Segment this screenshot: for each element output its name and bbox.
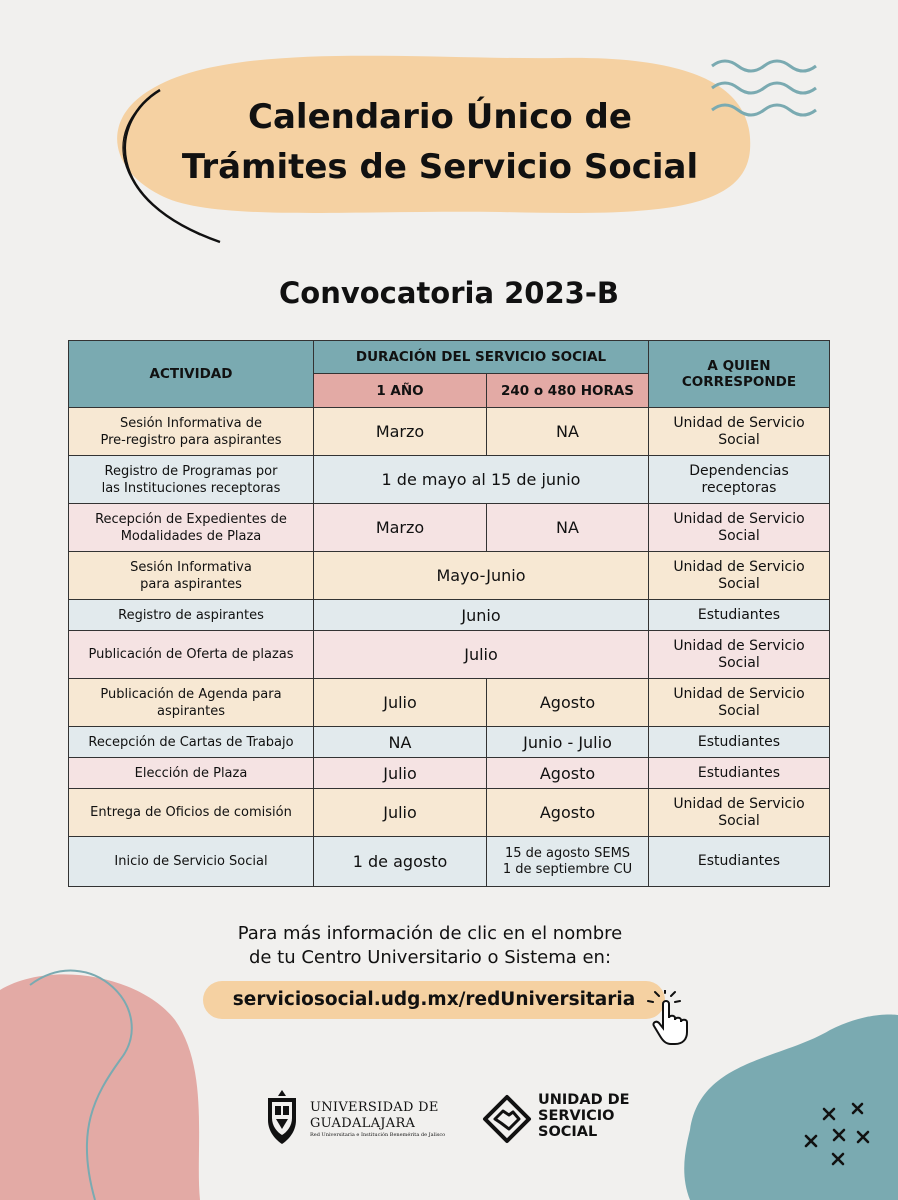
cell-quien: Estudiantes xyxy=(649,600,830,631)
cell-actividad: Registro de Programas por las Instituciones receptoras xyxy=(69,456,314,504)
cell-quien: Dependencias receptoras xyxy=(649,456,830,504)
cell-horas: Junio - Julio xyxy=(487,727,649,758)
cell-horas: Agosto xyxy=(487,758,649,789)
info-text xyxy=(0,922,860,970)
table-row xyxy=(69,837,830,887)
cell-quien: Estudiantes xyxy=(649,727,830,758)
table-row xyxy=(69,456,830,504)
info-line1: Para más información de clic en el nombre xyxy=(237,923,623,944)
cell-quien: Unidad de Servicio Social xyxy=(649,552,830,600)
table-row xyxy=(69,408,830,456)
cell-1-anio: Marzo xyxy=(314,504,487,552)
cell-quien: Estudiantes xyxy=(649,837,830,887)
table-row xyxy=(69,758,830,789)
cell-actividad: Recepción de Cartas de Trabajo xyxy=(69,727,314,758)
cell-actividad: Sesión Informativa para aspirantes xyxy=(69,552,314,600)
header-duracion: DURACIÓN DEL SERVICIO SOCIAL xyxy=(314,341,649,374)
cell-actividad: Inicio de Servicio Social xyxy=(69,837,314,887)
cell-1-anio: NA xyxy=(314,727,487,758)
cell-quien: Unidad de Servicio Social xyxy=(649,408,830,456)
udg-logo xyxy=(262,1088,446,1148)
page-title xyxy=(150,92,730,192)
cell-1-anio: Marzo xyxy=(314,408,487,456)
teal-blob xyxy=(684,1014,898,1200)
header-1-anio: 1 AÑO xyxy=(314,374,487,408)
cell-quien: Estudiantes xyxy=(649,758,830,789)
udg-shield-icon xyxy=(262,1088,302,1146)
page-subtitle: Convocatoria 2023-B xyxy=(279,276,619,310)
cell-horas: NA xyxy=(487,504,649,552)
uss-logo xyxy=(480,1090,650,1146)
cell-quien: Unidad de Servicio Social xyxy=(649,679,830,727)
cell-actividad: Recepción de Expedientes de Modalidades de Plaza xyxy=(69,504,314,552)
uss-name: UNIDAD DE SERVICIO SOCIAL xyxy=(538,1092,630,1140)
cell-horas: 15 de agosto SEMS 1 de septiembre CU xyxy=(487,837,649,887)
header-actividad: ACTIVIDAD xyxy=(69,341,314,408)
cell-actividad: Sesión Informativa de Pre-registro para aspirantes xyxy=(69,408,314,456)
hand-pointer-icon xyxy=(645,990,697,1046)
udg-subtitle: Red Universitaria e Institución Benemérita de Jalisco xyxy=(310,1132,446,1138)
cell-horas: NA xyxy=(487,408,649,456)
cell-quien: Unidad de Servicio Social xyxy=(649,504,830,552)
cell-quien: Unidad de Servicio Social xyxy=(649,631,830,679)
header-horas: 240 o 480 HORAS xyxy=(487,374,649,408)
cell-actividad: Entrega de Oficios de comisión xyxy=(69,789,314,837)
cell-duracion: 1 de mayo al 15 de junio xyxy=(314,456,649,504)
cell-duracion: Julio xyxy=(314,631,649,679)
table-row xyxy=(69,789,830,837)
table-row xyxy=(69,679,830,727)
cell-1-anio: Julio xyxy=(314,758,487,789)
table-row xyxy=(69,600,830,631)
table-row xyxy=(69,552,830,600)
table-row xyxy=(69,631,830,679)
cell-duracion: Junio xyxy=(314,600,649,631)
udg-name: UNIVERSIDAD DE GUADALAJARA xyxy=(310,1100,439,1131)
cell-1-anio: Julio xyxy=(314,679,487,727)
cell-1-anio: 1 de agosto xyxy=(314,837,487,887)
page-title-line2: Trámites de Servicio Social xyxy=(181,147,699,187)
table-row xyxy=(69,727,830,758)
cell-actividad: Publicación de Oferta de plazas xyxy=(69,631,314,679)
cell-actividad: Registro de aspirantes xyxy=(69,600,314,631)
cell-horas: Agosto xyxy=(487,789,649,837)
page-title-line1: Calendario Único de xyxy=(248,97,632,137)
header-quien: A QUIEN CORRESPONDE xyxy=(649,341,830,408)
pink-blob xyxy=(0,974,200,1200)
cell-actividad: Publicación de Agenda para aspirantes xyxy=(69,679,314,727)
calendar-table xyxy=(68,340,830,887)
cell-actividad: Elección de Plaza xyxy=(69,758,314,789)
cell-quien: Unidad de Servicio Social xyxy=(649,789,830,837)
handshake-icon xyxy=(480,1094,534,1144)
cell-1-anio: Julio xyxy=(314,789,487,837)
table-row xyxy=(69,504,830,552)
website-link[interactable]: serviciosocial.udg.mx/redUniversitaria xyxy=(203,981,665,1019)
cell-duracion: Mayo-Junio xyxy=(314,552,649,600)
cell-horas: Agosto xyxy=(487,679,649,727)
info-line2: de tu Centro Universitario o Sistema en: xyxy=(248,947,612,968)
